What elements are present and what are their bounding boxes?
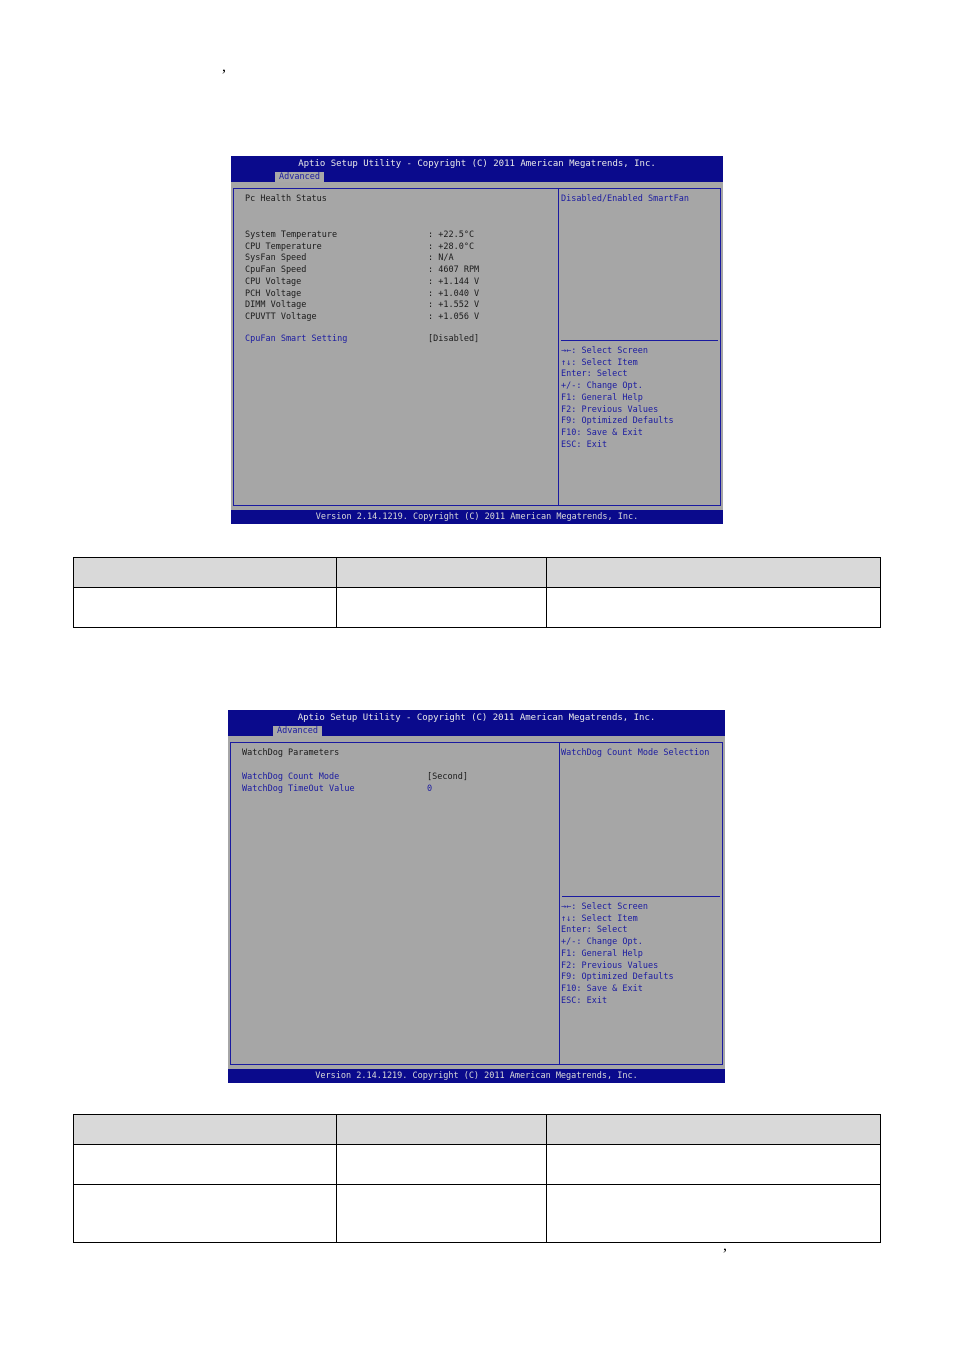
table-1 — [73, 557, 881, 628]
key-hint: Enter: Select — [561, 925, 628, 936]
help-divider — [562, 896, 720, 897]
table-cell — [74, 1185, 337, 1243]
table-cell — [337, 1185, 547, 1243]
key-hint: ↑↓: Select Item — [561, 357, 638, 368]
tab-advanced[interactable]: Advanced — [275, 172, 324, 182]
section-heading: WatchDog Parameters — [242, 748, 340, 758]
table-cell — [337, 1115, 547, 1145]
key-hint: F10: Save & Exit — [561, 427, 643, 438]
bios-screen-watchdog — [228, 710, 725, 1083]
health-value: : N/A — [428, 253, 454, 264]
health-row: SysFan Speed — [245, 253, 307, 264]
health-row: System Temperature — [245, 230, 338, 240]
bios-body — [231, 182, 723, 510]
table-cell — [547, 1185, 881, 1243]
health-value: : 4607 RPM — [428, 265, 480, 276]
table-row — [74, 1185, 881, 1243]
page-mark-bottom: , — [723, 1237, 727, 1254]
health-row: CPU Temperature — [245, 241, 322, 252]
health-value: : +1.552 V — [428, 300, 480, 311]
help-text: WatchDog Count Mode Selection — [561, 748, 710, 758]
health-row: CpuFan Speed — [245, 265, 307, 276]
health-value: : +1.040 V — [428, 288, 480, 299]
table-cell — [74, 588, 337, 628]
watchdog-count-mode-value[interactable]: [Second] — [427, 772, 468, 782]
table-cell — [74, 558, 337, 588]
table-cell — [337, 588, 547, 628]
key-hint: F2: Previous Values — [561, 960, 659, 971]
watchdog-count-mode[interactable]: WatchDog Count Mode — [242, 772, 340, 782]
key-hint: ESC: Exit — [561, 995, 608, 1006]
health-row: DIMM Voltage — [245, 300, 307, 311]
table-cell — [74, 1145, 337, 1185]
table-row — [74, 1145, 881, 1185]
key-hint: +/-: Change Opt. — [561, 937, 643, 948]
key-hint: ESC: Exit — [561, 439, 608, 450]
cpufan-smart-setting-value[interactable]: [Disabled] — [428, 334, 480, 344]
help-divider — [561, 340, 718, 341]
table-cell — [74, 1115, 337, 1145]
health-row: PCH Voltage — [245, 288, 302, 299]
cpufan-smart-setting[interactable]: CpuFan Smart Setting — [245, 334, 348, 344]
key-hint: F2: Previous Values — [561, 404, 659, 415]
bios-body — [228, 736, 725, 1069]
watchdog-timeout-value-field[interactable]: 0 — [427, 784, 433, 794]
key-hint: ↑↓: Select Item — [561, 913, 638, 924]
table-header-row — [74, 558, 881, 588]
health-row: CPU Voltage — [245, 276, 302, 287]
key-hint: F1: General Help — [561, 392, 643, 403]
key-hint: F1: General Help — [561, 948, 643, 959]
health-row: CPUVTT Voltage — [245, 311, 317, 322]
health-value: : +1.144 V — [428, 276, 480, 287]
page-mark-top: , — [222, 58, 226, 75]
key-hint: →←: Select Screen — [561, 346, 648, 356]
table-cell — [547, 1145, 881, 1185]
table-cell — [547, 558, 881, 588]
bios-screen-health — [231, 156, 723, 524]
table-header-row — [74, 1115, 881, 1145]
bios-footer: Version 2.14.1219. Copyright (C) 2011 American Megatrends, Inc. — [315, 1071, 638, 1081]
section-heading: Pc Health Status — [245, 194, 327, 204]
key-hint: F9: Optimized Defaults — [561, 416, 674, 427]
table-row — [74, 588, 881, 628]
tab-advanced[interactable]: Advanced — [273, 726, 322, 736]
table-cell — [337, 558, 547, 588]
key-hint: +/-: Change Opt. — [561, 381, 643, 392]
health-value: : +1.056 V — [428, 311, 480, 322]
bios-footer: Version 2.14.1219. Copyright (C) 2011 American Megatrends, Inc. — [315, 512, 639, 522]
table-cell — [337, 1145, 547, 1185]
table-cell — [547, 1115, 881, 1145]
watchdog-timeout-value[interactable]: WatchDog TimeOut Value — [242, 784, 355, 794]
table-cell — [547, 588, 881, 628]
bios-title: Aptio Setup Utility - Copyright (C) 2011 American Megatrends, Inc. — [297, 713, 656, 723]
key-hint: F10: Save & Exit — [561, 983, 643, 994]
health-value: : +22.5°C — [428, 230, 475, 240]
help-text: Disabled/Enabled SmartFan — [561, 194, 689, 204]
bios-title: Aptio Setup Utility - Copyright (C) 2011 American Megatrends, Inc. — [298, 159, 656, 169]
key-hint: Enter: Select — [561, 369, 628, 380]
key-hint: F9: Optimized Defaults — [561, 972, 674, 983]
key-hint: →←: Select Screen — [561, 902, 648, 912]
health-value: : +28.0°C — [428, 241, 475, 252]
table-2 — [73, 1114, 881, 1243]
